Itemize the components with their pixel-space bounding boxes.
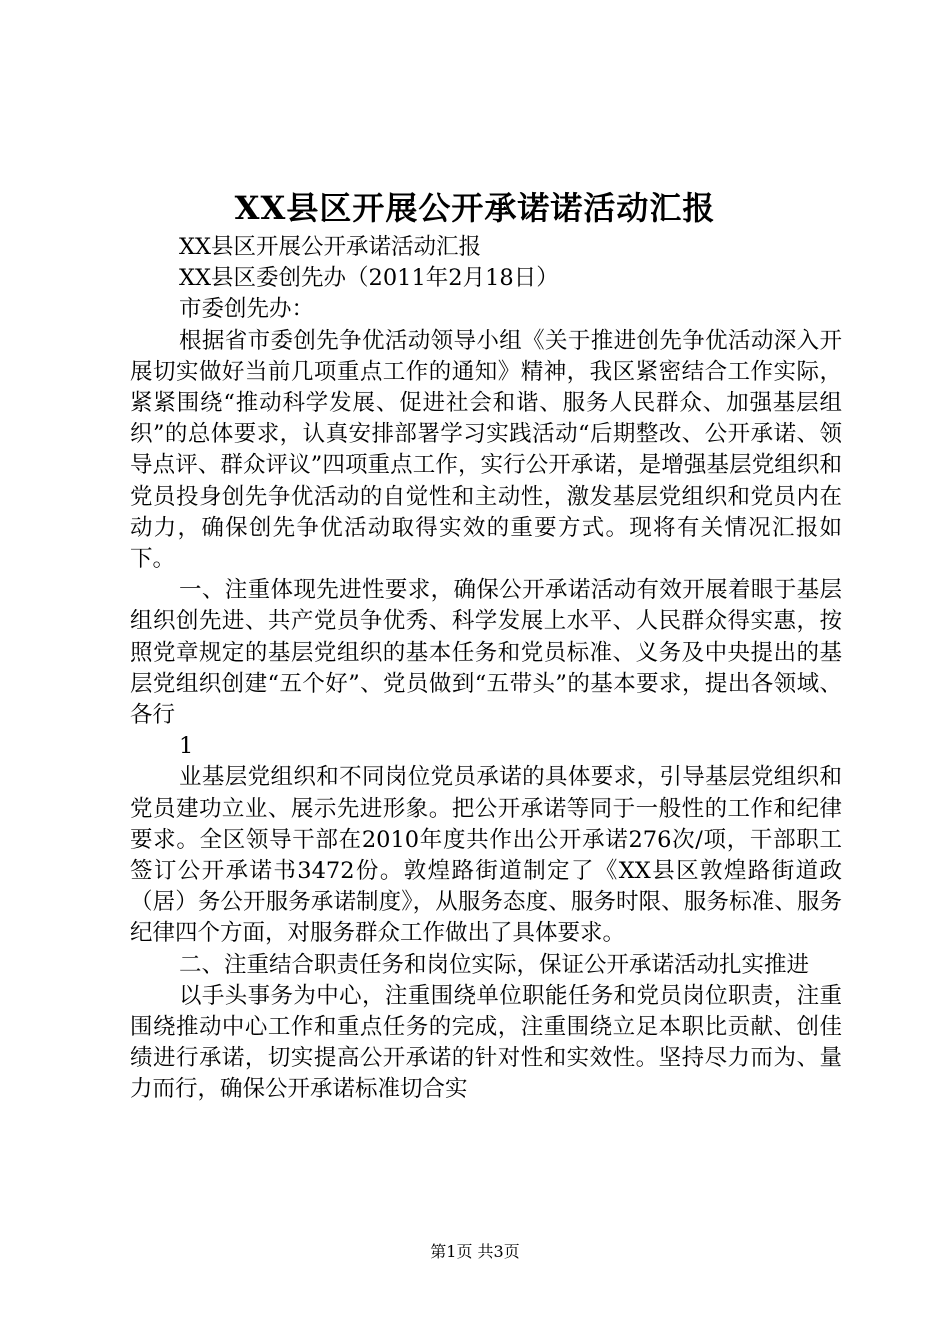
document-body: [130, 232, 842, 1106]
section-2-heading: 二、注重结合职责任务和岗位实际，保证公开承诺活动扎实推进: [179, 951, 810, 978]
subtitle-line: XX县区开展公开承诺活动汇报: [179, 234, 482, 260]
paragraph-section-1-cont: 业基层党组织和不同岗位党员承诺的具体要求，引导基层党组织和党员建功立业、展示先进形象。把公开承诺等同于一般性的工作和纪律要求。全区领导干部在2010年度共作出公开承诺276次/项，干部职工签订公开承诺书3472份。敦煌路街道制定了《XX县区敦煌路街道政（居）务公开服务承诺制度》，从服务态度、服务时限、服务标准、服务纪律四个方面，对服务群众工作做出了具体要求。: [130, 764, 842, 947]
paragraph-intro: 根据省市委创先争优活动领导小组《关于推进创先争优活动深入开展切实做好当前几项重点工作的通知》精神，我区紧密结合工作实际，紧紧围绕“推动科学发展、促进社会和谐、服务人民群众、加强基层组织”的总体要求，认真安排部署学习实践活动“后期整改、公开承诺、领导点评、群众评议”四项重点工作，实行公开承诺，是增强基层党组织和党员投身创先争优活动的自觉性和主动性，激发基层党组织和党员内在动力，确保创先争优活动取得实效的重要方式。现将有关情况汇报如下。: [130, 327, 842, 573]
document-title: XX县区开展公开承诺诺活动汇报: [234, 189, 716, 227]
salutation: 市委创先办：: [179, 296, 315, 323]
author-date-line: XX县区委创先办（2011年2月18日）: [179, 265, 559, 292]
inline-page-number: 1: [179, 733, 194, 760]
paragraph-section-2: 以手头事务为中心，注重围绕单位职能任务和党员岗位职责，注重围绕推动中心工作和重点任务的完成，注重围绕立足本职比贡献、创佳绩进行承诺，切实提高公开承诺的针对性和实效性。坚持尽力而为、量力而行，确保公开承诺标准切合实: [130, 982, 842, 1103]
page-footer: 第1页 共3页: [430, 1242, 520, 1261]
paragraph-section-1: 一、注重体现先进性要求，确保公开承诺活动有效开展着眼于基层组织创先进、共产党员争优秀、科学发展上水平、人民群众得实惠，按照党章规定的基层党组织的基本任务和党员标准、义务及中央提出的基层党组织创建“五个好”、党员做到“五带头”的基本要求，提出各领域、各行: [130, 577, 842, 729]
